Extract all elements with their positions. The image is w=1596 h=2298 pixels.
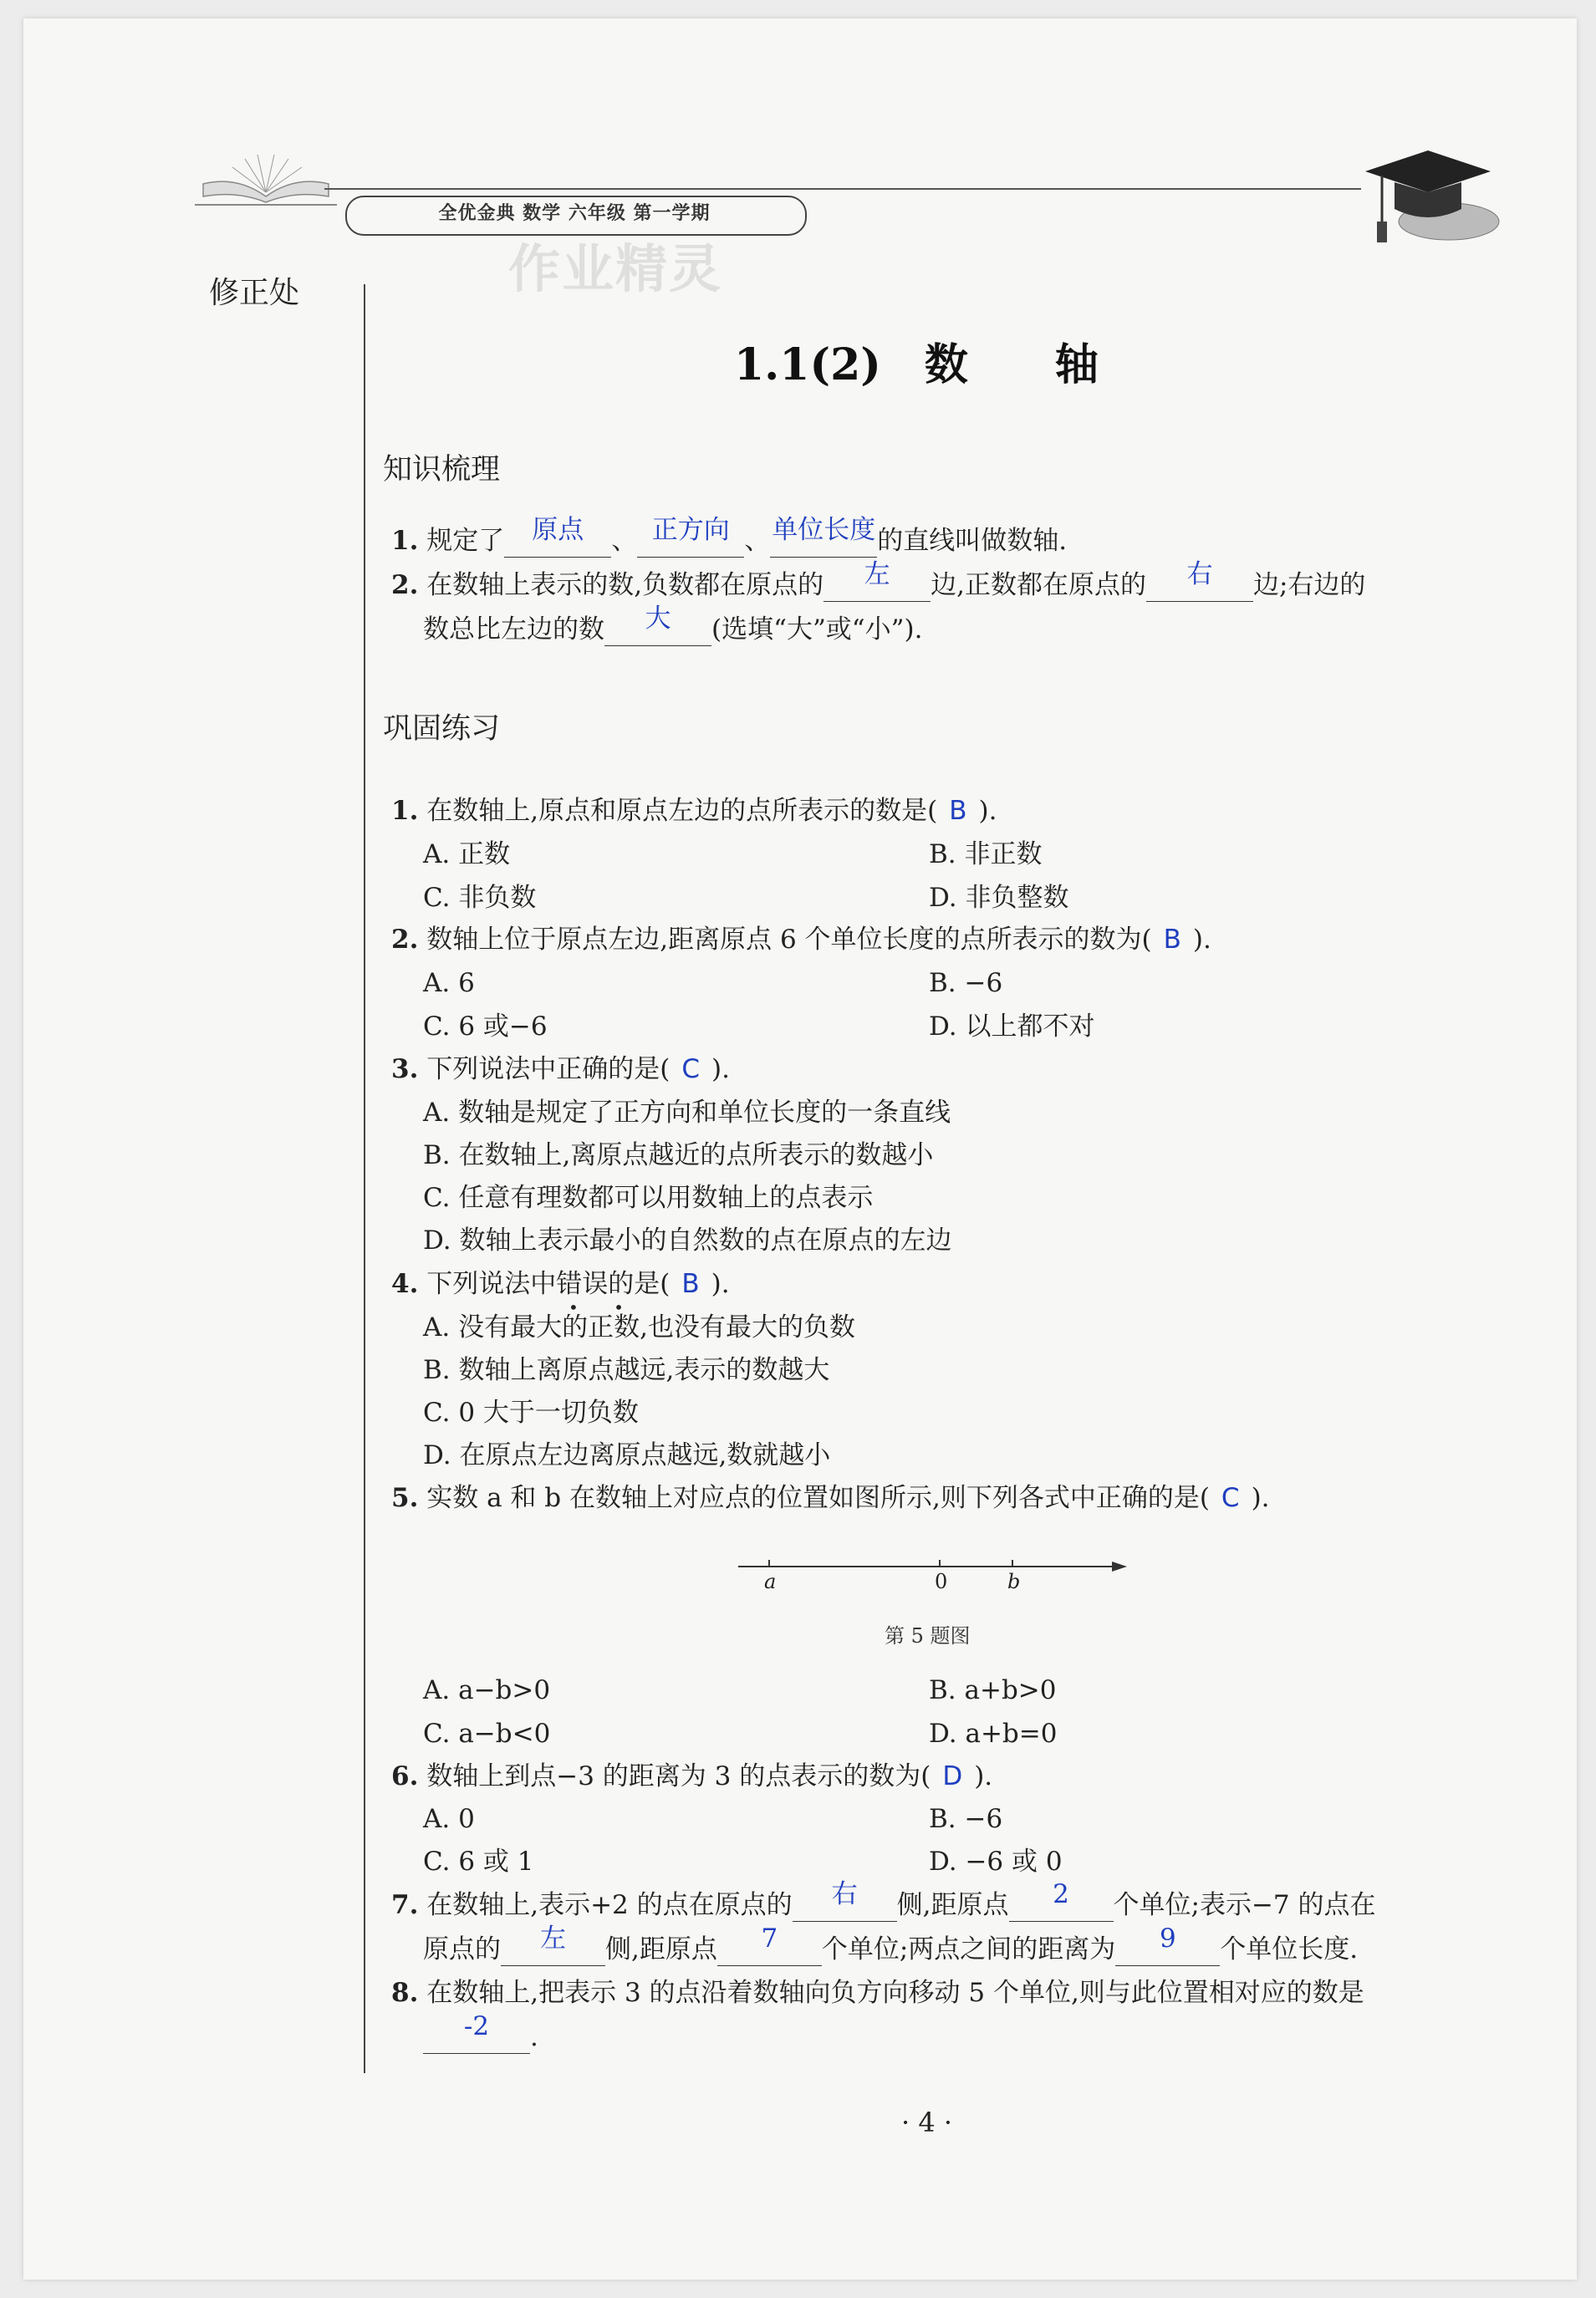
open-book-icon	[195, 150, 337, 209]
page	[23, 18, 1577, 2280]
answer-blank: -2	[423, 2023, 530, 2054]
option: B. −6	[929, 968, 1003, 998]
option: B. −6	[929, 1804, 1003, 1834]
answer-blank: 7	[717, 1935, 822, 1966]
option: D. 非负整数	[929, 883, 1069, 913]
option: C. a−b<0	[423, 1719, 551, 1749]
answer-blank: 2	[1009, 1891, 1114, 1922]
graduation-cap-icon	[1349, 142, 1507, 259]
q-knowledge-1: 1. 规定了 原点 、 正方向 、 单位长度 的直线叫做数轴.	[391, 515, 1068, 556]
question-3: 3. 下列说法中正确的是( C ).	[391, 1054, 730, 1084]
question-7-cont: 原点的 左 侧,距原点 7 个单位;两点之间的距离为 9 个单位长度.	[423, 1923, 1359, 1964]
question-1: 1. 在数轴上,原点和原点左边的点所表示的数是( B ).	[391, 796, 997, 826]
option: A. 数轴是规定了正方向和单位长度的一条直线	[423, 1098, 951, 1128]
emphasis-dots: • •	[569, 1297, 639, 1317]
option: A. 6	[423, 968, 475, 998]
q-knowledge-2-cont: 数总比左边的数 大 (选填“大”或“小”).	[423, 604, 923, 645]
option: D. 以上都不对	[929, 1011, 1095, 1042]
option: D. 数轴上表示最小的自然数的点在原点的左边	[423, 1225, 952, 1256]
option: D. 在原点左边离原点越远,数就越小	[423, 1440, 831, 1470]
answer-blank: 原点	[504, 527, 611, 558]
question-5: 5. 实数 a 和 b 在数轴上对应点的位置如图所示,则下列各式中正确的是( C ).	[391, 1483, 1270, 1513]
question-4: 4. 下列说法中错误的是( B ).	[391, 1269, 730, 1299]
watermark: 作业精灵	[508, 238, 723, 299]
option: C. 0 大于一切负数	[423, 1398, 639, 1428]
option: B. a+b>0	[929, 1675, 1057, 1705]
answer-blank: 大	[604, 615, 711, 646]
answer-blank: 单位长度	[770, 527, 877, 558]
answer-blank: 正方向	[637, 527, 744, 558]
section-heading-practice: 巩固练习	[383, 712, 501, 746]
option: B. 非正数	[929, 839, 1043, 869]
question-2: 2. 数轴上位于原点左边,距离原点 6 个单位长度的点所表示的数为( B ).	[391, 925, 1211, 955]
page-number: · 4 ·	[901, 2107, 953, 2138]
header-line	[324, 188, 1361, 190]
answer-blank: 右	[793, 1891, 897, 1922]
figure-label-a: a	[764, 1570, 777, 1593]
question-8-cont: -2 .	[423, 2020, 538, 2054]
option: C. 6 或 1	[423, 1847, 534, 1877]
option: C. 任意有理数都可以用数轴上的点表示	[423, 1183, 874, 1213]
answer-blank: 右	[1146, 571, 1253, 602]
answer-blank: 左	[501, 1935, 605, 1966]
figure-label-b: b	[1007, 1570, 1021, 1593]
book-title: 全优金典 数学 六年级 第一学期	[438, 203, 711, 224]
figure-label-0: 0	[935, 1570, 948, 1593]
option: C. 6 或−6	[423, 1011, 548, 1042]
page-title: 1.1(2) 数 轴	[734, 339, 1099, 390]
figure-caption: 第 5 题图	[885, 1624, 971, 1648]
answer-blank: 左	[823, 571, 931, 602]
option: A. 正数	[423, 839, 511, 869]
q-knowledge-2: 2. 在数轴上表示的数,负数都在原点的 左 边,正数都在原点的 右 边;右边的	[391, 559, 1366, 600]
question-8: 8. 在数轴上,把表示 3 的点沿着数轴向负方向移动 5 个单位,则与此位置相对应的数是	[391, 1978, 1364, 2008]
question-7: 7. 在数轴上,表示+2 的点在原点的 右 侧,距原点 2 个单位;表示−7 的点在	[391, 1879, 1376, 1920]
option: B. 在数轴上,离原点越近的点所表示的数越小	[423, 1140, 934, 1170]
option: A. a−b>0	[423, 1675, 551, 1705]
option: D. a+b=0	[929, 1719, 1058, 1749]
answer-blank: 9	[1115, 1935, 1220, 1966]
sidebar-label: 修正处	[209, 276, 300, 310]
section-heading-knowledge: 知识梳理	[383, 453, 501, 487]
option: A. 没有最大的正数,也没有最大的负数	[423, 1312, 855, 1343]
sidebar-divider	[364, 284, 365, 2073]
question-6: 6. 数轴上到点−3 的距离为 3 的点表示的数为( D ).	[391, 1761, 993, 1791]
option: D. −6 或 0	[929, 1847, 1063, 1877]
option: A. 0	[423, 1804, 475, 1834]
option: C. 非负数	[423, 883, 537, 913]
option: B. 数轴上离原点越远,表示的数越大	[423, 1355, 830, 1385]
